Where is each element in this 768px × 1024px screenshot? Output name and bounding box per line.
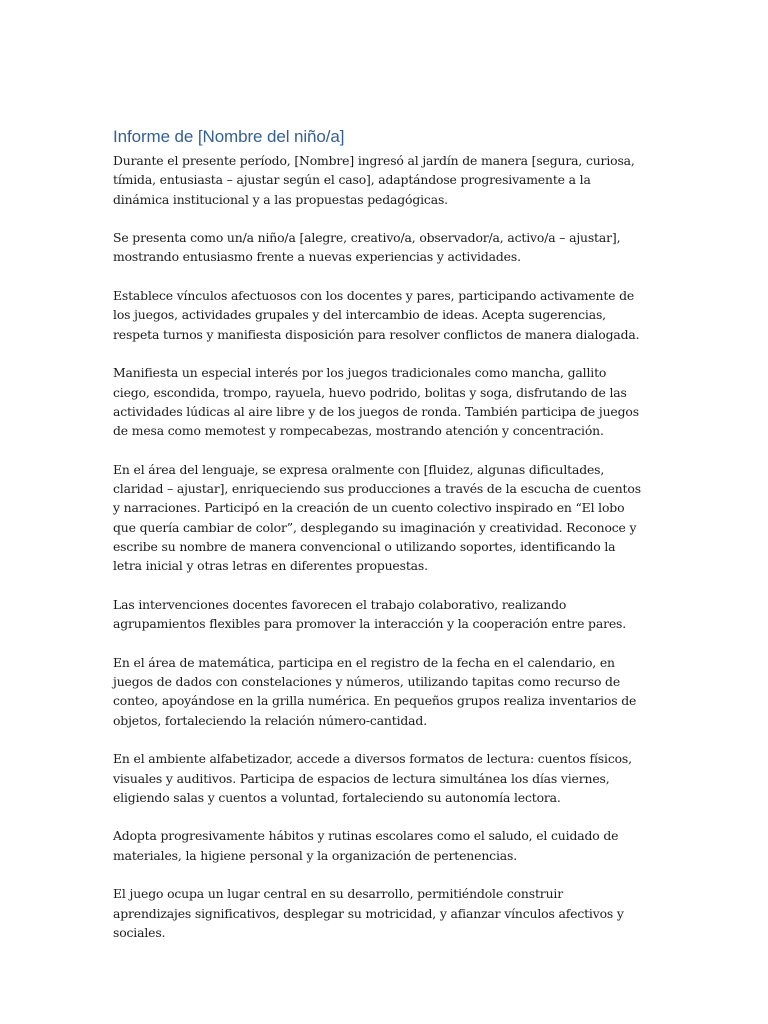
paragraph-traditional-games: Manifiesta un especial interés por los juegos tradicionales como mancha, gallito ciego, escondida, trompo, rayuela, huevo podrido, bolitas y soga, disfrutando de las actividades lúdicas al aire libre y de los juegos de ronda. También participa de juegos de mesa como memotest y rompecabezas, mostrando atención y concentración. — [113, 365, 639, 439]
paragraph-literacy: En el ambiente alfabetizador, accede a diversos formatos de lectura: cuentos físicos, visuales y auditivos. Participa de espacios de lectura simultánea los días viernes, eligiendo salas y cuentos a voluntad, fortaleciendo su autonomía lectora. — [113, 751, 632, 805]
paragraph-mathematics: En el área de matemática, participa en el registro de la fecha en el calendario, en juegos de dados con constelaciones y números, utilizando tapitas como recurso de conteo, apoyándose en la grilla numérica. En pequeños grupos realiza inventarios de objetos, fortaleciendo la relación número-cantidad. — [113, 654, 637, 728]
paragraph-language: En el área del lenguaje, se expresa oralmente con [fluidez, algunas dificultades, claridad – ajustar], enriqueciendo sus producciones a través de la escucha de cuentos y narraciones. Participó en la creación de un cuento colectivo inspirado en “El lobo que quería cambiar de color”, desplegando su imaginación y creatividad. Reconoce y escribe su nombre de manera convencional o utilizando soportes, identificando la letra inicial y otras letras en diferentes propuestas. — [113, 461, 641, 574]
document-body — [113, 126, 643, 961]
paragraph-personality: Se presenta como un/a niño/a [alegre, creativo/a, observador/a, activo/a – ajustar], mostrando entusiasmo frente a nuevas experiencias y actividades. — [113, 230, 621, 265]
paragraph-play: El juego ocupa un lugar central en su desarrollo, permitiéndole construir aprendizajes significativos, desplegar su motricidad, y afianzar vínculos afectivos y sociales. — [113, 886, 624, 940]
paragraph-adaptation: Durante el presente período, [Nombre] ingresó al jardín de manera [segura, curiosa, tímida, entusiasta – ajustar según el caso], adaptándose progresivamente a la dinámica institucional y a las propuestas pedagógicas. — [113, 153, 635, 207]
paragraph-social-bonds: Establece vínculos afectuosos con los docentes y pares, participando activamente de los juegos, actividades grupales y del intercambio de ideas. Acepta sugerencias, respeta turnos y manifiesta disposición para resolver conflictos de manera dialogada. — [113, 288, 640, 342]
paragraph-habits: Adopta progresivamente hábitos y rutinas escolares como el saludo, el cuidado de materiales, la higiene personal y la organización de pertenencias. — [113, 828, 619, 863]
document-title: Informe de [Nombre del niño/a] — [113, 127, 345, 146]
paragraph-teaching-interventions: Las intervenciones docentes favorecen el trabajo colaborativo, realizando agrupamientos flexibles para promover la interacción y la cooperación entre pares. — [113, 596, 627, 632]
